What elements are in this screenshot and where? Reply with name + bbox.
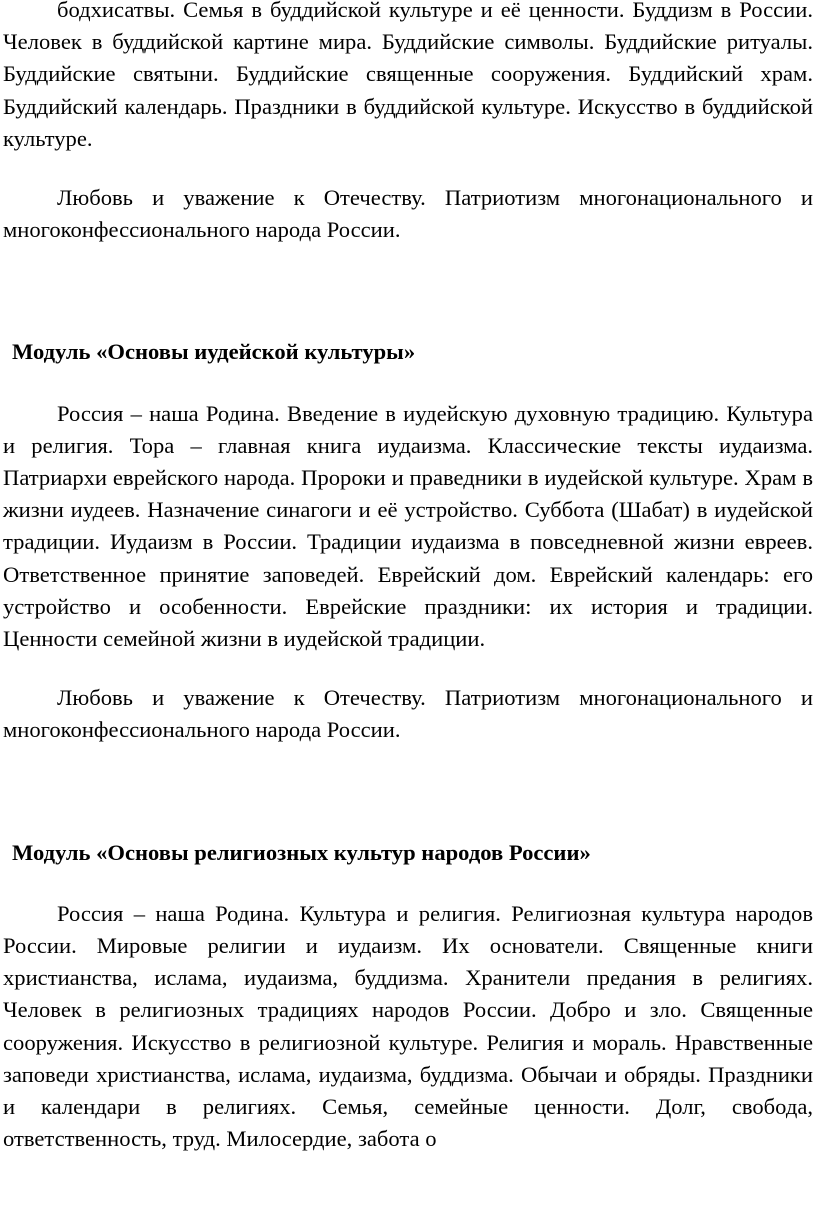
buddhism-module-tail-paragraph — [3, 0, 813, 155]
patriotism-paragraph-1 — [3, 182, 813, 246]
spacer — [3, 869, 813, 898]
patriotism-text-1: Любовь и уважение к Отечеству. Патриотизм многонационального и многоконфессионального народа России. — [3, 185, 813, 243]
patriotism-paragraph-2 — [3, 682, 813, 746]
spacer — [3, 369, 813, 398]
judaism-module-heading: Модуль «Основы иудейской культуры» — [12, 339, 416, 365]
spacer — [3, 747, 813, 837]
patriotism-text-2: Любовь и уважение к Отечеству. Патриотизм многонационального и многоконфессионального народа России. — [3, 685, 813, 743]
judaism-body-text: Россия – наша Родина. Введение в иудейскую духовную традицию. Культура и религия. Тора – главная книга иудаизма. Классические тексты иудаизма. Патриархи еврейского народа. Пророки и праведники в иудейской культуре. Храм в жизни иудеев. Назначение синагоги и её устройство. Суббота (Шабат) в иудейской традиции. Иудаизм в России. Традиции иудаизма в повседневной жизни евреев. Ответственное принятие заповедей. Еврейский дом. Еврейский календарь: его устройство и особенности. Еврейские праздники: их история и традиции. Ценности семейной жизни в иудейской традиции. — [3, 400, 813, 652]
religions-module-paragraph — [3, 898, 813, 1156]
spacer — [3, 155, 813, 182]
religions-module-heading: Модуль «Основы религиозных культур народов России» — [12, 839, 591, 865]
spacer — [3, 655, 813, 682]
judaism-module-paragraph — [3, 398, 813, 656]
buddhism-tail-text: бодхисатвы. Семья в буддийской культуре и её ценности. Буддизм в России. Человек в буддийской картине мира. Буддийские символы. Буддийские ритуалы. Буддийские святыни. Буддийские священные сооружения. Буддийский храм. Буддийский календарь. Праздники в буддийской культуре. Искусство в буддийской культуре. — [3, 0, 813, 151]
religions-body-text: Россия – наша Родина. Культура и религия. Религиозная культура народов России. Мировые религии и иудаизм. Их основатели. Священные книги христианства, ислама, иудаизма, буддизма. Хранители предания в религиях. Человек в религиозных традициях народов России. Добро и зло. Священные сооружения. Искусство в религиозной культуре. Религия и мораль. Нравственные заповеди христианства, ислама, иудаизма, буддизма. Обычаи и обряды. Праздники и календари в религиях. Семья, семейные ценности. Долг, свобода, ответственность, труд. Милосердие, забота о — [3, 900, 813, 1152]
spacer — [3, 246, 813, 336]
